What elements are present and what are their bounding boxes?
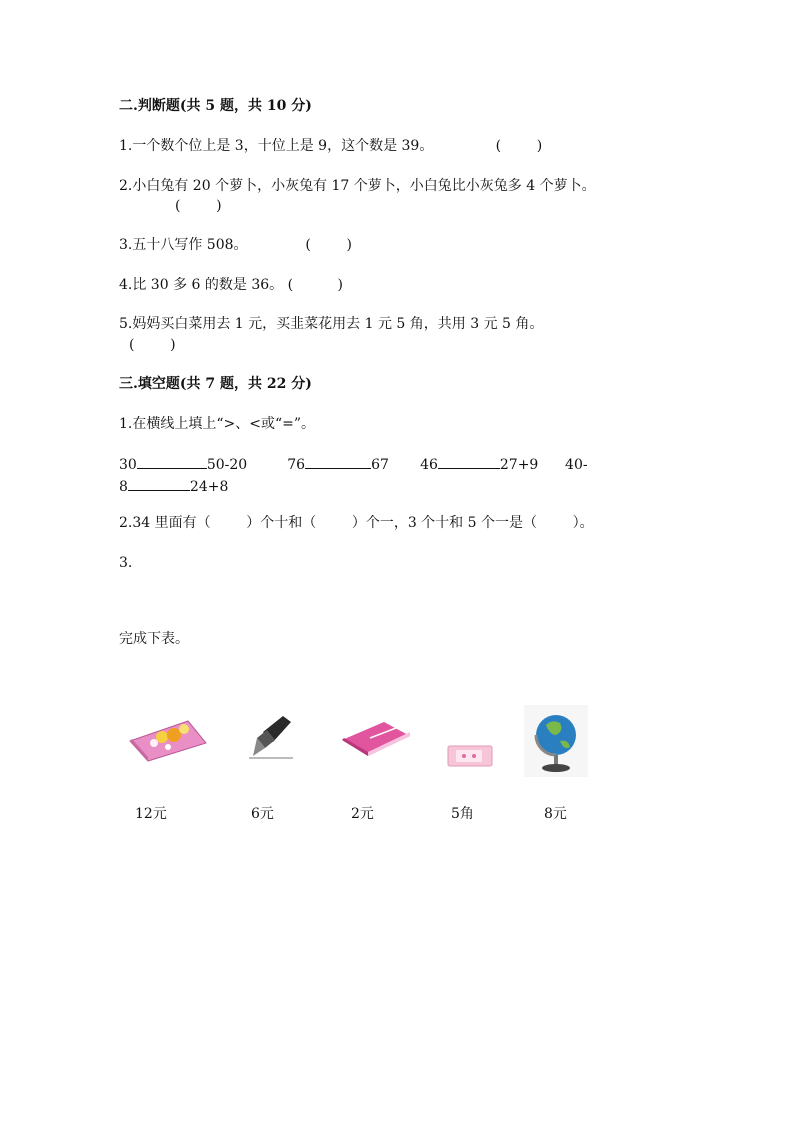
eraser-icon <box>444 740 496 772</box>
fill-question-2: 2.34 里面有（ ）个十和（ ）个一，3 个十和 5 个一是（ ）。 <box>119 515 594 531</box>
fill-question-3: 3. <box>119 555 133 571</box>
judge-question-1: 1.一个数个位上是 3，十位上是 9，这个数是 39。 ( ) <box>119 138 543 154</box>
answer-blank <box>137 455 207 469</box>
price-globe: 8元 <box>544 806 567 822</box>
judge-question-4: 4.比 30 多 6 的数是 36。 ( ) <box>119 277 344 293</box>
price-notebook: 2元 <box>351 806 374 822</box>
compare-c-left: 46 <box>420 457 438 473</box>
compare-row-2 <box>119 477 228 496</box>
compare-b-right: 67 <box>371 457 389 473</box>
table-instruction: 完成下表。 <box>119 631 189 647</box>
compare-a-right: 50-20 <box>206 457 248 473</box>
price-eraser: 5角 <box>451 806 474 822</box>
compare-d-left-cont: 8 <box>119 479 128 495</box>
judge-question-2: 2.小白兔有 20 个萝卜，小灰兔有 17 个萝卜，小白兔比小灰兔多 4 个萝卜。 <box>119 178 596 194</box>
compare-b-left: 76 <box>287 457 306 473</box>
answer-blank <box>438 455 500 469</box>
compare-row-1 <box>119 455 588 474</box>
compare-a-left: 30 <box>119 457 137 473</box>
judge-question-2-bracket: ( ) <box>175 198 222 214</box>
notebook-icon <box>340 716 412 758</box>
pen-icon <box>243 712 295 762</box>
price-pen: 6元 <box>251 806 274 822</box>
compare-c-right: 27+9 <box>499 457 539 473</box>
section2-title: 二.判断题(共 5 题，共 10 分) <box>119 98 312 114</box>
pencil-case-icon <box>128 713 208 763</box>
fill-question-1: 1.在横线上填上“>、<或“=”。 <box>119 416 316 432</box>
price-pencil-case: 12元 <box>135 806 167 822</box>
compare-d-right: 24+8 <box>189 479 229 495</box>
judge-question-5-bracket: ( ) <box>129 337 176 353</box>
compare-d-left: 40- <box>565 457 588 473</box>
judge-question-5: 5.妈妈买白菜用去 1 元，买韭菜花用去 1 元 5 角，共用 3 元 5 角。 <box>119 316 544 332</box>
section3-title: 三.填空题(共 7 题，共 22 分) <box>119 376 312 392</box>
answer-blank <box>305 455 371 469</box>
globe-icon <box>524 705 588 777</box>
judge-question-3: 3.五十八写作 508。 ( ) <box>119 237 352 253</box>
answer-blank <box>128 477 190 491</box>
